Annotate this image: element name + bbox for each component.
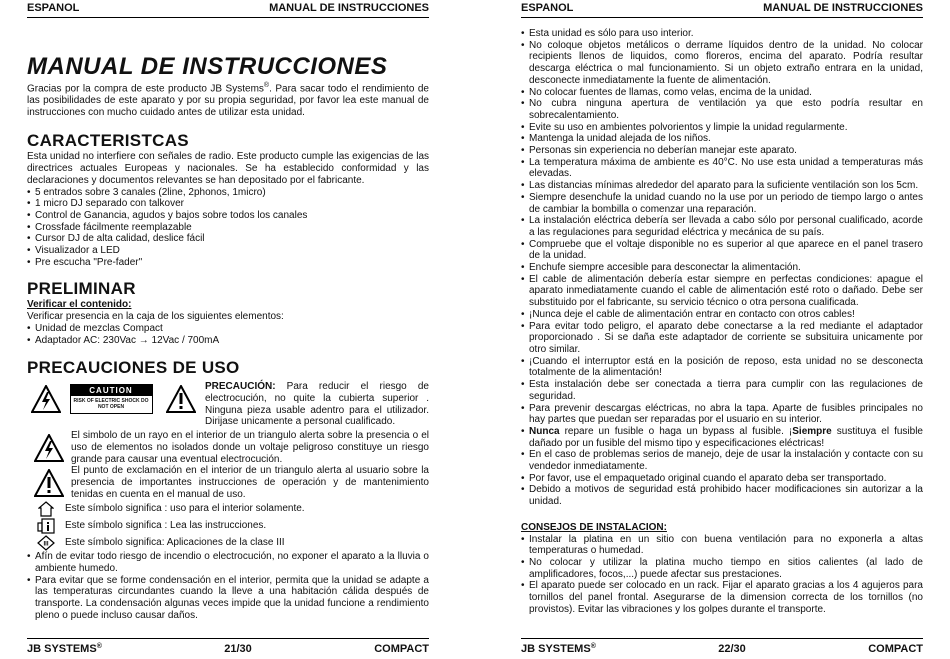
list-item: • Instalar la platina en un sitio con buena ventilación para no exponerla a altas temperaturas o humedad. [521,534,923,557]
lightning-warning-icon [27,381,65,417]
caution-label: CAUTION RISK OF ELECTRIC SHOCK DO NOT OPEN [70,384,153,414]
list-item: • No colocar fuentes de llamas, como velas, encima de la unidad. [521,87,923,99]
exclamation-paragraph: El punto de exclamación en el interior de un triangulo alerta al usuario sobre la presencia de importantes instrucciones de operación y de mantenimiento tenidas en cuenta en el manual de uso. [71,465,429,500]
features-heading: CARACTERISTCAS [27,131,189,151]
header-language: ESPANOL [521,2,574,14]
symbol-row-instructions: Este símbolo significa : Lea las instrucciones. [27,517,429,534]
list-item: • Unidad de mezclas Compact [27,323,429,335]
list-item: • No coloque objetos metálicos o derrame líquidos dentro de la unidad. No colocar recipients llenos de liquidos, como floreros, encima del aparato. Podría resultar descarga eléctrica o mal funcionamiento. Si un objeto extraño entrara en la unidad, desconecte inmediatamente la fuente de alimentación. [521,40,923,87]
list-item: • El cable de alimentación debería estar siempre en perfectas condiciones: apague el aparato inmediatamente cuando el cable de alimentación esté roto o dañado. Debe ser substituido por el fabricante, su servicio técnico o otra persona cualificada. [521,274,923,309]
features-list [27,187,429,269]
list-item: • Cursor DJ de alta calidad, deslice fácil [27,233,429,245]
list-item: • Crossfade fácilmente reemplazable [27,222,429,234]
header-title: MANUAL DE INSTRUCCIONES [269,2,429,14]
footer-page-number: 22/30 [718,643,746,655]
list-item: • Para prevenir descargas eléctricas, no abra la tapa. Aparte de fusibles principales no hay partes que puedan ser reparadas por el usuario en su interior. [521,403,923,426]
list-item: • El aparato puede ser colocado en un rack. Fijar el aparato gracias a los 4 agujeros para tornillos del panel frontal. Asegurarse de la dimension correcta de los tornillos (no provistos). Evitar las vibraciones y los golpes durante el transporte. [521,580,923,615]
page-footer [521,638,923,656]
list-item: • Para evitar todo peligro, el aparato debe conectarse a la red mediante el adaptador proporcionado . Si se daña este adaptador de corriente se subsituira unicamente por otro similar. [521,321,923,356]
footer-brand: JB SYSTEMS® [521,643,596,655]
list-item: • Afín de evitar todo riesgo de incendio o electrocución, no exponer el aparato a la lluvia o ambiente humedo. [27,551,429,574]
list-item: • ¡Nunca deje el cable de alimentación entrar en contacto con otros cables! [521,309,923,321]
footer-page-number: 21/30 [224,643,252,655]
list-item: • Para evitar que se forme condensación en el interior, permita que la unidad se adapte a las temperaturas circundantes cuando la lleve a una habitación cálida después de transporte. La condensación algunas veces impide que la unidad funcione a rendimiento pleno o puede incluso causar daños. [27,575,429,622]
house-icon [27,501,65,517]
contents-list [27,323,429,346]
list-item: • La instalación eléctrica debería ser llevada a cabo sólo por personal cualificado, acorde a las regulaciones para seguridad eléctrica y mecánica de su país. [521,215,923,238]
list-item: • Pre escucha "Pre-fader" [27,257,429,269]
symbol-row-indoor: Este símbolo significa : uso para el interior solamente. [27,500,429,517]
class-iii-icon [27,535,65,551]
lightning-paragraph: El simbolo de un rayo en el interior de un triangulo alerta sobre la presencia o el uso de elementos no isolados donde un voltaje peligroso constituye un riesgo grande para causar una eventual electrocución. [71,430,429,465]
list-item: • Adaptador AC: 230Vac → 12Vac / 700mA [27,335,429,347]
verify-subheading: Verificar el contenido: [27,299,132,311]
page-footer [27,638,429,656]
list-item: • Las distancias mínimas alrededor del aparato para la suficiente ventilación son los 5cm. [521,180,923,192]
caution-row [27,381,429,428]
lightning-triangle-icon [27,430,71,465]
list-item: • 1 micro DJ separado con talkover [27,198,429,210]
page-header [27,2,429,18]
precautions-heading: PRECAUCIONES DE USO [27,358,240,378]
list-item: • ¡Cuando el interruptor está en la posición de reposo, esta unidad no se desconecta totalmente de la alimentación! [521,356,923,379]
lightning-row [27,430,429,465]
left-page [27,0,429,659]
intro-paragraph: Gracias por la compra de este producto JB Systems®. Para sacar todo el rendimiento de las posibilidades de este aparato y por su propia seguridad, por favor lea este manual de instrucciones con mucho cuidado antes de utilizar esta unidad. [27,82,429,118]
list-item: • No cubra ninguna apertura de ventilación ya que esto podría resultar en sobrecalentamiento. [521,98,923,121]
list-item: • Siempre desenchufe la unidad cuando no la use por un periodo de tiempo largo o antes de cambiar la bombilla o comenzar una reparación. [521,192,923,215]
preliminar-heading: PRELIMINAR [27,279,136,299]
list-item: • Personas sin experiencia no deberían manejar este aparato. [521,145,923,157]
left-content [27,54,429,622]
right-page [521,0,923,659]
usage-warnings-list [27,551,429,621]
list-item: • No colocar y utilizar la platina mucho tiempo en sitios calientes (al lado de amplificadores, focos,...) puede afectar sus prestaciones. [521,557,923,580]
page-header [521,2,923,18]
read-instructions-icon [27,518,65,534]
safety-list [521,28,923,508]
verify-paragraph: Verificar presencia en la caja de los siguientes elementos: [27,311,284,323]
list-item: • Enchufe siempre accesible para desconectar la alimentación. [521,262,923,274]
list-item: • En el caso de problemas serios de manejo, deje de usar la instalación y contacte con su vendedor inmediatamente. [521,449,923,472]
manual-title: MANUAL DE INSTRUCCIONES [27,53,388,80]
footer-model: COMPACT [374,643,429,655]
list-item: • Esta instalación debe ser conectada a tierra para cumplir con las regulaciones de seguridad. [521,379,923,402]
list-item: • Nunca repare un fusible o haga un bypass al fusible. ¡Siempre sustituya el fusible dañado por un fusible del mismo tipo y especificaciones eléctricas! [521,426,923,449]
header-language: ESPANOL [27,2,80,14]
features-paragraph: Esta unidad no interfiere con señales de radio. Este producto cumple las exigencias de las directrices actuales Europeas y nacionales. Se ha establecido conformidad y las declaraciones y documentos relevantes se han depositado por el fabricante. [27,151,429,186]
header-title: MANUAL DE INSTRUCCIONES [763,2,923,14]
list-item: • 5 entrados sobre 3 canales (2line, 2phonos, 1micro) [27,187,429,199]
exclamation-row [27,465,429,500]
right-content [521,28,923,615]
list-item: • Debido a motivos de seguridad está prohibido hacer modificaciones sin autorizar a la unidad. [521,484,923,507]
list-item: • La temperatura máxima de ambiente es 40°C. No use esta unidad a temperaturas más elevadas. [521,157,923,180]
list-item: • Control de Ganancia, agudos y bajos sobre todos los canales [27,210,429,222]
exclamation-warning-icon [157,381,205,417]
install-heading: CONSEJOS DE INSTALACION: [521,521,667,533]
list-item: • Por favor, use el empaquetado original cuando el aparato deba ser transportado. [521,473,923,485]
precaution-paragraph: PRECAUCIÓN: Para reducir el riesgo de electrocución, no quite la cubierta superior . Ninguna pieza usable adentro para el utilizador. Dirijase unicamente a personal cualificado. [205,381,429,428]
list-item: • Esta unidad es sólo para uso interior. [521,28,923,40]
list-item: • Visualizador a LED [27,245,429,257]
install-list [521,534,923,616]
symbol-row-class-iii: III Este símbolo significa: Aplicaciones de la clase III [27,534,429,551]
list-item: • Evite su uso en ambientes polvorientos y limpie la unidad regularmente. [521,122,923,134]
list-item: • Mantenga la unidad alejada de los niños. [521,133,923,145]
footer-brand: JB SYSTEMS® [27,643,102,655]
svg-text:III: III [43,541,49,548]
list-item: • Compruebe que el voltaje disponible no es superior al que aparece en el panel trasero de la unidad. [521,239,923,262]
footer-model: COMPACT [868,643,923,655]
exclamation-triangle-icon [27,465,71,500]
